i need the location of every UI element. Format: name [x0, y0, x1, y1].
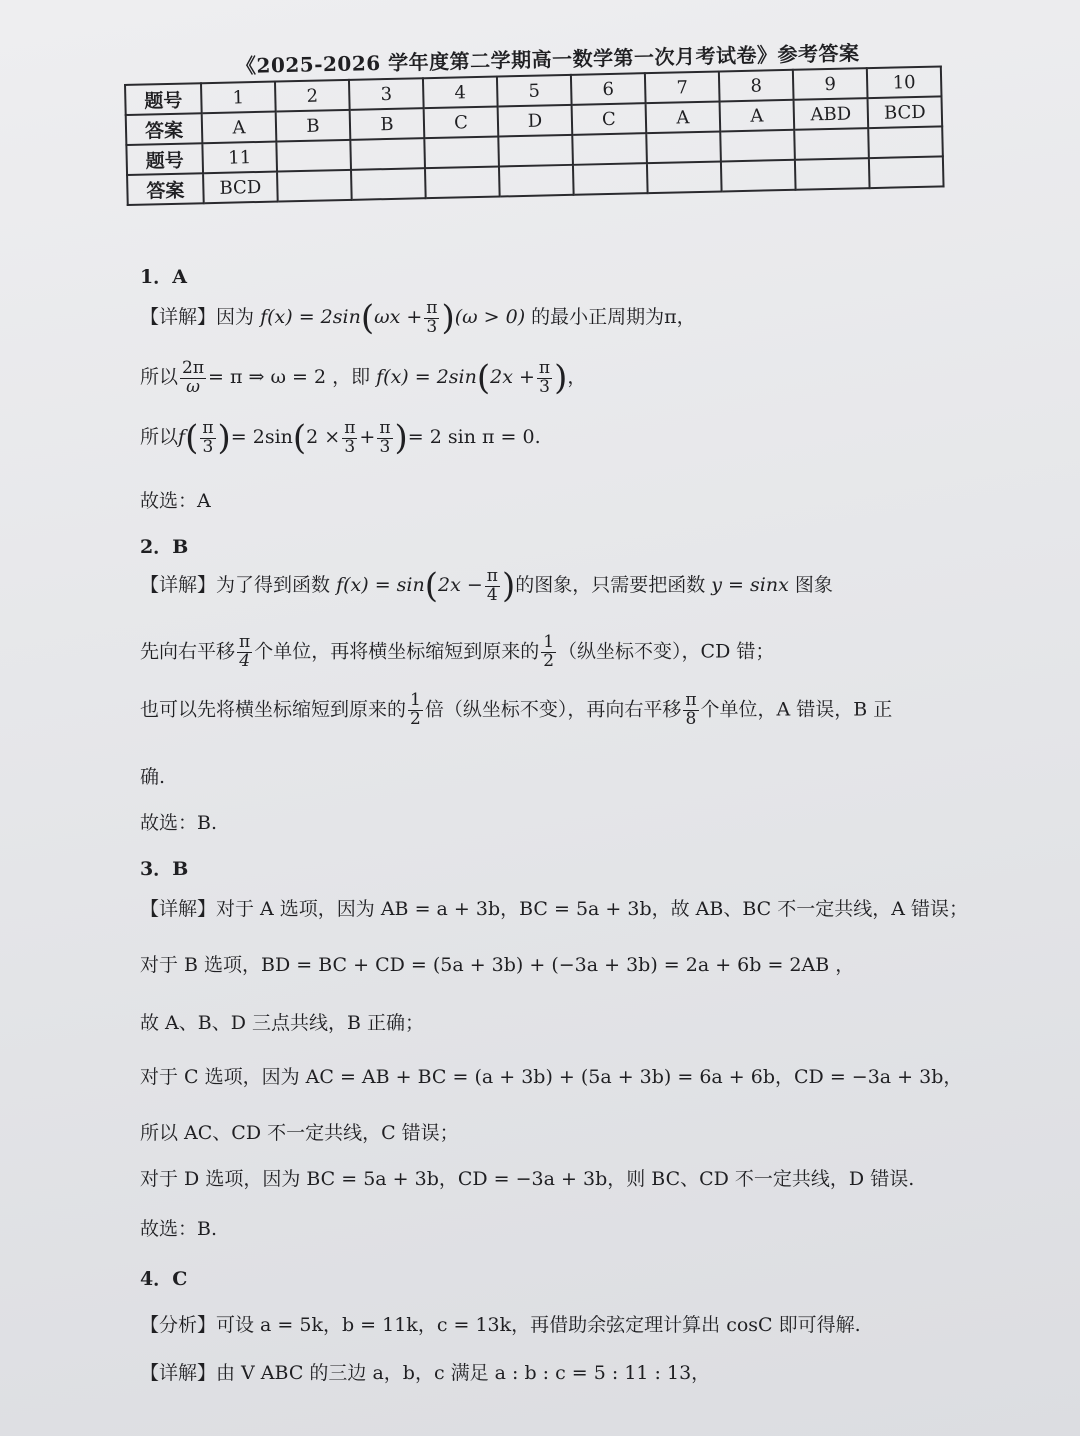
paren: ): [501, 566, 516, 606]
fraction: [200, 417, 215, 457]
text: 先向右平移: [140, 640, 236, 663]
text: （纵坐标不变），CD 错；: [558, 640, 775, 663]
q4-analysis-line: 【分析】可设 a = 5k，b = 11k，c = 13k，再借助余弦定理计算出 cosC 即可得解.: [140, 1314, 861, 1336]
table-cell: 4: [423, 77, 498, 109]
q1-detail-line-1: [140, 298, 696, 338]
table-cell: C: [572, 103, 647, 135]
formula: 2x +: [490, 366, 535, 388]
text: 倍（纵坐标不变），再向右平移: [424, 698, 682, 721]
paren: (: [424, 566, 438, 606]
paren: ): [554, 358, 568, 398]
fraction-num: π: [685, 690, 697, 710]
fraction-num: π: [426, 297, 438, 318]
fraction-num: π: [202, 417, 214, 438]
formula: 2x −: [437, 574, 483, 596]
table-cell: 8: [719, 70, 794, 102]
formula: f: [178, 426, 186, 448]
row-header-answer: 答案: [127, 173, 204, 205]
row-header-question: 题号: [126, 143, 203, 175]
fraction-num: π: [538, 357, 551, 378]
fraction: [537, 357, 552, 397]
paren: ): [394, 418, 408, 458]
fraction: [408, 692, 423, 729]
fraction: [237, 634, 252, 671]
q3-choice: 故选：B.: [140, 1218, 218, 1240]
table-cell: 11: [202, 142, 277, 174]
formula: f(x) = 2sin: [260, 306, 361, 328]
q1-detail-line-2: [140, 358, 586, 398]
fraction-den: 3: [202, 436, 214, 457]
text: 图象: [794, 574, 833, 596]
text: 为了得到函数: [216, 574, 331, 596]
fraction-den: 3: [426, 316, 438, 337]
fraction-den: 3: [344, 436, 356, 457]
formula: f(x) = sin: [336, 574, 425, 596]
q3-detail-line-4: 对于 C 选项，因为 AC = AB + BC = (a + 3b) + (5a + 3b) = 6a + 6b，CD = −3a + 3b，: [140, 1066, 963, 1088]
q4-heading: 4．C: [140, 1268, 188, 1290]
fraction-num: π: [344, 417, 356, 438]
formula: +: [359, 426, 376, 448]
fraction-den: 4: [486, 584, 498, 605]
q2-detail-line-2: [140, 634, 774, 671]
table-cell: B: [276, 110, 351, 142]
paren: (: [185, 418, 199, 458]
text: .: [534, 426, 541, 448]
detail-tag: 【详解】: [140, 306, 217, 328]
q3-heading: 3．B: [140, 858, 189, 880]
q1-choice: 故选：A: [140, 490, 211, 512]
table-cell: 9: [793, 68, 868, 100]
table-cell: 7: [645, 72, 720, 104]
table-cell: A: [646, 101, 721, 133]
text: 个单位，再将横坐标缩短到原来的: [254, 640, 540, 663]
page-title: 《2025-2026 学年度第二学期高一数学第一次月考试卷》参考答案: [235, 40, 860, 78]
table-cell: A: [720, 100, 795, 132]
table-cell: 5: [497, 75, 572, 107]
table-cell: ABD: [794, 98, 869, 130]
row-header-answer: 答案: [126, 113, 203, 145]
formula: = 2 sin π = 0: [407, 426, 535, 448]
q3-detail-line-5: 所以 AC、CD 不一定共线，C 错误；: [140, 1122, 459, 1144]
formula: ωx +: [374, 306, 423, 328]
q3-detail-line-6: 对于 D 选项，因为 BC = 5a + 3b，CD = −3a + 3b，则 BC、CD 不一定共线，D 错误.: [140, 1168, 915, 1190]
text: 个单位，A 错误，B 正: [700, 698, 893, 721]
table-cell: B: [350, 108, 425, 140]
text: 所以: [140, 426, 179, 448]
formula: (ω > 0): [454, 306, 526, 328]
formula: 2 ×: [306, 426, 341, 448]
formula: f(x) = 2sin: [376, 366, 477, 388]
q3-detail-line-2: 对于 B 选项，BD = BC + CD = (5a + 3b) + (−3a + 3b) = 2a + 6b = 2AB ，: [140, 954, 855, 976]
fraction: [683, 692, 698, 729]
q3-detail-line-1: 【详解】对于 A 选项，因为 AB = a + 3b，BC = 5a + 3b，故 AB、BC 不一定共线，A 错误；: [140, 898, 968, 920]
table-cell: A: [202, 112, 277, 144]
q4-detail-line-1: 【详解】由 V ABC 的三边 a，b，c 满足 a : b : c = 5 : 11 : 13，: [140, 1362, 711, 1384]
fraction-num: 1: [410, 690, 421, 710]
q2-heading: 2．B: [140, 536, 189, 558]
table-cell: 10: [867, 66, 942, 98]
fraction: [377, 417, 392, 457]
fraction-den: 2: [410, 708, 421, 729]
q2-detail-line-1: [140, 566, 833, 606]
q2-choice: 故选：B.: [140, 812, 218, 834]
q1-detail-line-3: [140, 418, 541, 458]
fraction: [424, 297, 439, 337]
text: 也可以先将横坐标缩短到原来的: [140, 698, 407, 721]
q1-heading: 1．A: [140, 266, 187, 288]
fraction-den: ω: [186, 376, 200, 397]
fraction-den: 2: [543, 650, 555, 671]
fraction: [485, 565, 500, 605]
row-header-question: 题号: [125, 83, 202, 115]
fraction-num: 2π: [182, 357, 205, 378]
fraction-num: π: [379, 417, 391, 438]
text: 的最小正周期为π，: [531, 306, 696, 328]
fraction: [342, 417, 357, 457]
formula: y = sinx: [711, 574, 789, 596]
paren: (: [476, 358, 491, 398]
table-cell: C: [424, 107, 499, 139]
detail-tag: 【详解】: [140, 574, 217, 596]
formula: = π ⇒ ω = 2 ，即: [208, 366, 371, 388]
paren: (: [360, 298, 375, 338]
text: 所以: [140, 366, 179, 388]
table-cell: BCD: [868, 96, 943, 128]
paren: ): [441, 298, 455, 338]
fraction-num: π: [239, 632, 251, 652]
paren: ): [217, 418, 231, 458]
table-cell: BCD: [203, 172, 278, 204]
fraction: [180, 357, 206, 397]
table-cell: 1: [201, 82, 276, 114]
table-cell: D: [498, 105, 573, 137]
table-cell: 3: [349, 78, 424, 110]
formula: = 2sin: [230, 426, 293, 448]
fraction-den: 3: [539, 376, 550, 397]
fraction-den: 3: [379, 436, 391, 457]
text: ，: [567, 366, 587, 388]
fraction-num: π: [486, 565, 498, 586]
text: 的图象，只需要把函数: [515, 574, 706, 596]
q3-detail-line-3: 故 A、B、D 三点共线，B 正确；: [140, 1012, 424, 1034]
table-cell: 6: [571, 73, 646, 105]
fraction-den: 8: [685, 708, 697, 729]
fraction-den: 4: [239, 650, 251, 671]
fraction-num: 1: [543, 632, 555, 652]
fraction: [541, 634, 556, 671]
text: 因为: [216, 306, 255, 328]
table-cell: 2: [275, 80, 350, 112]
q2-detail-line-3: [140, 692, 892, 729]
paren: (: [292, 418, 307, 458]
q2-detail-line-4: 确.: [140, 766, 166, 788]
